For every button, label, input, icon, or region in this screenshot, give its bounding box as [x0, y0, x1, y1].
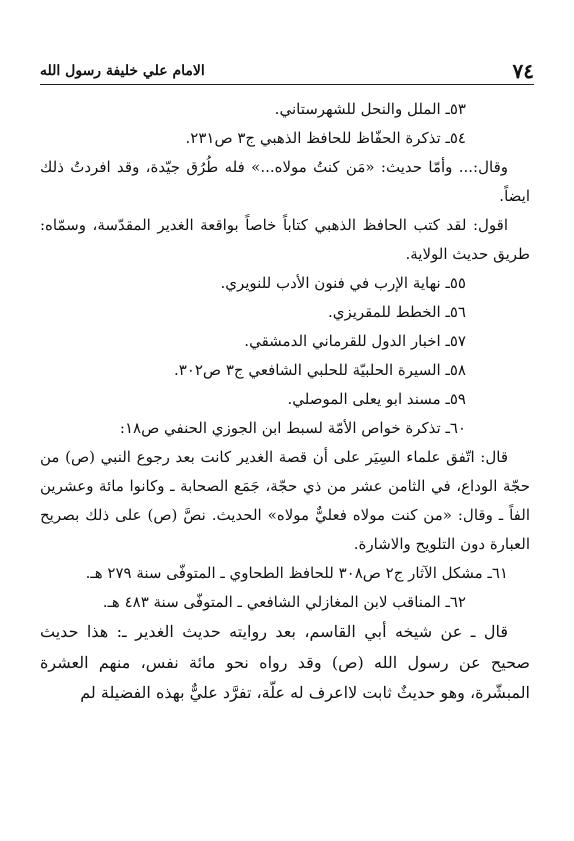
list-item-61: ٦١ـ مشكل الآثار ج٢ ص٣٠٨ للحافظ الطحاوي ـ المتوفّى سنة ٢٧٩ هـ. — [85, 564, 508, 582]
body-text — [40, 95, 530, 709]
quote-paragraph: وقال:... وأمّا حديث: «مَن كنتُ مولاه...» فله طُرُق جيّدة، وقد افردتُ ذلك ايضاً. — [40, 158, 530, 205]
header-rule — [40, 84, 534, 85]
sibt-quote-paragraph: قال: اتّفق علماء السِيَر على أن قصة الغدير كانت بعد رجوع النبي (ص) من حجّة الوداع، في الثامن عشر من ذي حجّة، جَمَع الصحابة ـ وكانوا مائة وعشرين الفاً ـ وقال: «من كنت مولاه فعليٌّ مولاه» الحديث. نصَّ (ص) على ذلك بصريح العبارة دون التلويح والاشارة. — [40, 448, 530, 553]
list-item-53: ٥٣ـ الملل والنحل للشهرستاني. — [274, 100, 466, 118]
list-item-62: ٦٢ـ المناقب لابن المغازلي الشافعي ـ المتوفّى سنة ٤٨٣ هـ. — [102, 593, 466, 611]
list-item-60: ٦٠ـ تذكرة خواص الأمّة لسبط ابن الجوزي الحنفي ص١٨: — [119, 419, 466, 437]
list-item-56: ٥٦ـ الخطط للمقريزي. — [327, 303, 466, 321]
list-item-58: ٥٨ـ السيرة الحلبيّة للحلبي الشافعي ج٣ ص٣٠٢. — [173, 361, 466, 379]
maghazili-quote-paragraph: قال ـ عن شيخه أبي القاسم، بعد روايته حديث الغدير ـ: هذا حديث صحيح عن رسول الله (ص) وقد رواه نحو مائة نفس، منهم العشرة المبشّرة، وهو حديثٌ ثابت لااعرف له علّة، تفرَّد عليٌّ بهذه الفضيلة لم — [40, 622, 530, 702]
list-item-57: ٥٧ـ اخبار الدول للقرماني الدمشقي. — [244, 332, 466, 350]
page-number: ٧٤ — [512, 59, 534, 83]
comment-paragraph: اقول: لقد كتب الحافظ الذهبي كتاباً خاصاً بواقعة الغدير المقدّسة، وسمّاه: طريق حديث الولاية. — [40, 216, 530, 263]
page-header — [40, 58, 534, 84]
list-item-55: ٥٥ـ نهاية الإرب في فنون الأدب للنويري. — [220, 274, 466, 292]
list-item-54: ٥٤ـ تذكرة الحفّاظ للحافظ الذهبي ج٣ ص٢٣١. — [185, 129, 466, 147]
list-item-59: ٥٩ـ مسند ابو يعلى الموصلي. — [287, 390, 466, 408]
running-title: الامام علي خليفة رسول الله — [40, 63, 205, 79]
